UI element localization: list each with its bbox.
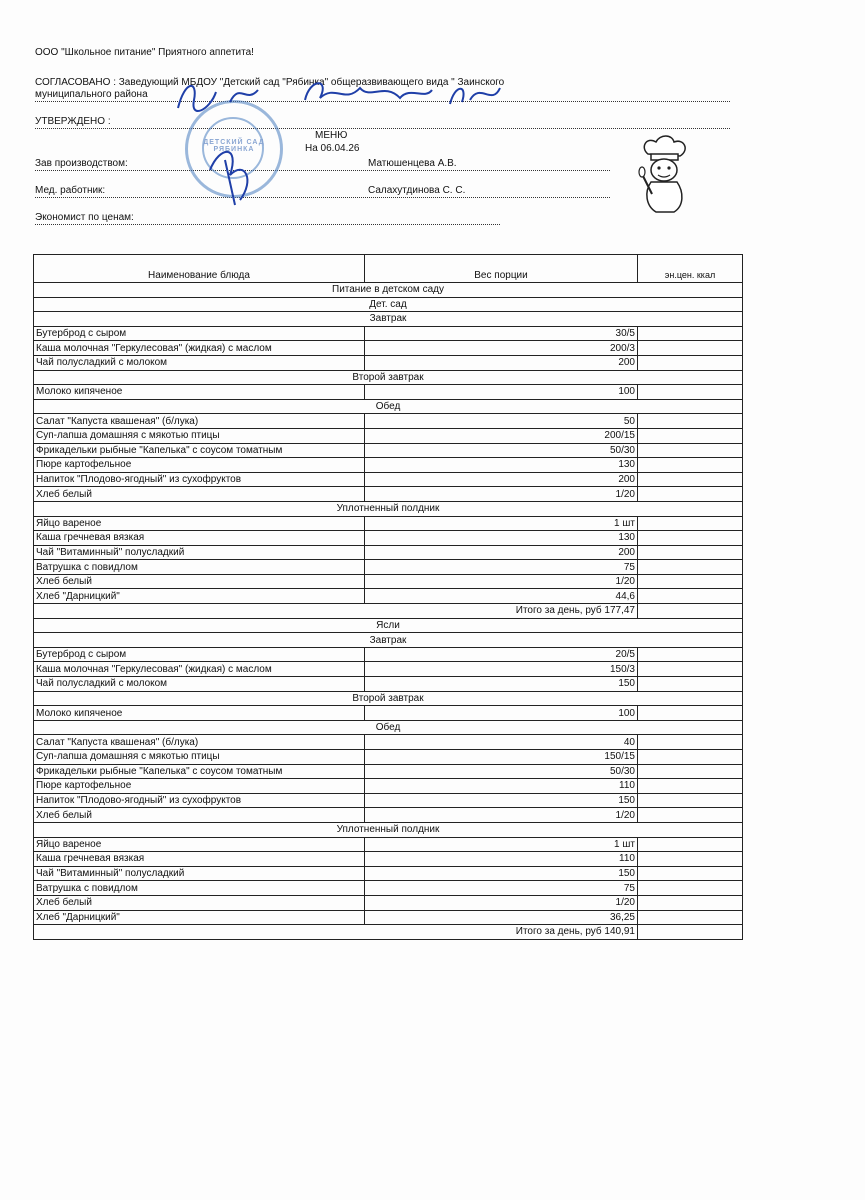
- dish-name: Бутерброд с сыром: [34, 326, 365, 341]
- kcal-value: [638, 428, 743, 443]
- portion-weight: 100: [365, 385, 638, 400]
- dish-name: Хлеб белый: [34, 487, 365, 502]
- dish-name: Хлеб "Дарницкий": [34, 589, 365, 604]
- dish-name: Каша молочная "Геркулесовая" (жидкая) с маслом: [34, 341, 365, 356]
- kcal-value: [638, 341, 743, 356]
- table-row: [34, 837, 743, 852]
- portion-weight: 200: [365, 545, 638, 560]
- table-row: [34, 881, 743, 896]
- table-row: [34, 779, 743, 794]
- portion-weight: 110: [365, 852, 638, 867]
- portion-weight: 1/20: [365, 487, 638, 502]
- dish-name: Чай полусладкий с молоком: [34, 677, 365, 692]
- kcal-value: [638, 793, 743, 808]
- table-row: [34, 531, 743, 546]
- kcal-value: [638, 677, 743, 692]
- table-row: [34, 852, 743, 867]
- dish-name: Хлеб белый: [34, 574, 365, 589]
- dish-name: Чай "Витаминный" полусладкий: [34, 545, 365, 560]
- production-dotted-line: [35, 170, 610, 171]
- dish-name: Каша гречневая вязкая: [34, 852, 365, 867]
- portion-weight: 75: [365, 560, 638, 575]
- approved-label: УТВЕРЖДЕНО :: [35, 116, 111, 127]
- menu-title: МЕНЮ: [315, 130, 348, 141]
- dish-name: Хлеб "Дарницкий": [34, 910, 365, 925]
- kcal-value: [638, 750, 743, 765]
- table-row: [34, 341, 743, 356]
- dish-name: Молоко кипяченое: [34, 385, 365, 400]
- dish-name: Каша гречневая вязкая: [34, 531, 365, 546]
- section-title: Уплотненный полдник: [34, 501, 743, 516]
- section-title: Питание в детском саду: [34, 283, 743, 298]
- total-text: Итого за день, руб 140,91: [34, 925, 638, 940]
- section-row: [34, 633, 743, 648]
- table-row: [34, 326, 743, 341]
- portion-weight: 200: [365, 355, 638, 370]
- col-header-kcal: эн.цен. ккал: [638, 255, 743, 283]
- section-row: [34, 370, 743, 385]
- section-title: Завтрак: [34, 312, 743, 327]
- kcal-value: [638, 545, 743, 560]
- dish-name: Ватрушка с повидлом: [34, 560, 365, 575]
- dish-name: Каша молочная "Геркулесовая" (жидкая) с маслом: [34, 662, 365, 677]
- kcal-value: [638, 531, 743, 546]
- production-name: Матюшенцева А.В.: [368, 158, 457, 169]
- section-title: Обед: [34, 399, 743, 414]
- signature-mark: [170, 70, 510, 120]
- dish-name: Суп-лапша домашняя с мякотью птицы: [34, 750, 365, 765]
- dish-name: Ватрушка с повидлом: [34, 881, 365, 896]
- menu-table: [33, 254, 743, 940]
- table-row: [34, 866, 743, 881]
- col-header-weight: Вес порции: [365, 255, 638, 283]
- kcal-value: [638, 895, 743, 910]
- total-text: Итого за день, руб 177,47: [34, 604, 638, 619]
- dish-name: Хлеб белый: [34, 895, 365, 910]
- section-title: Второй завтрак: [34, 691, 743, 706]
- kcal-value: [638, 487, 743, 502]
- total-kcal-cell: [638, 604, 743, 619]
- kcal-value: [638, 516, 743, 531]
- portion-weight: 150: [365, 866, 638, 881]
- table-row: [34, 706, 743, 721]
- portion-weight: 130: [365, 531, 638, 546]
- dish-name: Напиток "Плодово-ягодный" из сухофруктов: [34, 472, 365, 487]
- table-row: [34, 662, 743, 677]
- table-row: [34, 764, 743, 779]
- table-row: [34, 677, 743, 692]
- dish-name: Напиток "Плодово-ягодный" из сухофруктов: [34, 793, 365, 808]
- portion-weight: 1/20: [365, 808, 638, 823]
- portion-weight: 130: [365, 458, 638, 473]
- agreed-line-1: СОГЛАСОВАНО : Заведующий МБДОУ "Детский сад "Рябинка" общеразвивающего вида " Заинского: [35, 77, 505, 88]
- kcal-value: [638, 764, 743, 779]
- portion-weight: 36,25: [365, 910, 638, 925]
- section-row: [34, 501, 743, 516]
- kcal-value: [638, 910, 743, 925]
- dish-name: Хлеб белый: [34, 808, 365, 823]
- section-row: [34, 312, 743, 327]
- table-row: [34, 487, 743, 502]
- kcal-value: [638, 852, 743, 867]
- kcal-value: [638, 574, 743, 589]
- dish-name: Салат "Капуста квашеная" (б/лука): [34, 735, 365, 750]
- col-header-dish: Наименование блюда: [34, 255, 365, 283]
- kcal-value: [638, 458, 743, 473]
- section-row: [34, 691, 743, 706]
- kcal-value: [638, 472, 743, 487]
- dish-name: Яйцо вареное: [34, 837, 365, 852]
- section-row: [34, 822, 743, 837]
- production-label: Зав производством:: [35, 158, 128, 169]
- section-row: [34, 297, 743, 312]
- kcal-value: [638, 560, 743, 575]
- section-title: Уплотненный полдник: [34, 822, 743, 837]
- approved-dotted-line: [35, 128, 730, 129]
- table-row: [34, 808, 743, 823]
- total-row: [34, 604, 743, 619]
- table-row: [34, 647, 743, 662]
- portion-weight: 150: [365, 677, 638, 692]
- kcal-value: [638, 866, 743, 881]
- table-row: [34, 574, 743, 589]
- dish-name: Чай полусладкий с молоком: [34, 355, 365, 370]
- agreed-line-2: муниципального района: [35, 89, 148, 100]
- dish-name: Яйцо вареное: [34, 516, 365, 531]
- medic-dotted-line: [35, 197, 610, 198]
- portion-weight: 200/15: [365, 428, 638, 443]
- kcal-value: [638, 443, 743, 458]
- table-row: [34, 443, 743, 458]
- table-row: [34, 910, 743, 925]
- portion-weight: 150/15: [365, 750, 638, 765]
- kcal-value: [638, 735, 743, 750]
- table-row: [34, 560, 743, 575]
- table-row: [34, 428, 743, 443]
- org-name: ООО "Школьное питание" Приятного аппетита!: [35, 47, 254, 58]
- section-row: [34, 720, 743, 735]
- kcal-value: [638, 589, 743, 604]
- table-header-row: [34, 255, 743, 283]
- portion-weight: 1 шт: [365, 837, 638, 852]
- section-row: [34, 283, 743, 298]
- dish-name: Суп-лапша домашняя с мякотью птицы: [34, 428, 365, 443]
- total-kcal-cell: [638, 925, 743, 940]
- table-row: [34, 472, 743, 487]
- portion-weight: 200/3: [365, 341, 638, 356]
- kcal-value: [638, 414, 743, 429]
- menu-table-body: [34, 283, 743, 940]
- dish-name: Пюре картофельное: [34, 779, 365, 794]
- section-title: Обед: [34, 720, 743, 735]
- dish-name: Фрикадельки рыбные "Капелька" с соусом томатным: [34, 764, 365, 779]
- dish-name: Бутерброд с сыром: [34, 647, 365, 662]
- table-row: [34, 750, 743, 765]
- table-row: [34, 545, 743, 560]
- kcal-value: [638, 837, 743, 852]
- portion-weight: 1/20: [365, 574, 638, 589]
- table-row: [34, 458, 743, 473]
- medic-label: Мед. работник:: [35, 185, 106, 196]
- chef-mascot-icon: [636, 134, 692, 216]
- section-row: [34, 399, 743, 414]
- table-row: [34, 895, 743, 910]
- portion-weight: 40: [365, 735, 638, 750]
- table-row: [34, 414, 743, 429]
- portion-weight: 1/20: [365, 895, 638, 910]
- portion-weight: 100: [365, 706, 638, 721]
- economist-label: Экономист по ценам:: [35, 212, 134, 223]
- section-row: [34, 618, 743, 633]
- dish-name: Молоко кипяченое: [34, 706, 365, 721]
- portion-weight: 50/30: [365, 764, 638, 779]
- kcal-value: [638, 706, 743, 721]
- kcal-value: [638, 779, 743, 794]
- portion-weight: 150/3: [365, 662, 638, 677]
- portion-weight: 44,6: [365, 589, 638, 604]
- portion-weight: 1 шт: [365, 516, 638, 531]
- medic-name: Салахутдинова С. С.: [368, 185, 466, 196]
- dish-name: Пюре картофельное: [34, 458, 365, 473]
- section-title: Завтрак: [34, 633, 743, 648]
- kcal-value: [638, 385, 743, 400]
- kcal-value: [638, 881, 743, 896]
- section-title: Дет. сад: [34, 297, 743, 312]
- section-title: Ясли: [34, 618, 743, 633]
- menu-date: На 06.04.26: [305, 143, 360, 154]
- stamp-text: ДЕТСКИЙ САД РЯБИНКА: [203, 139, 265, 153]
- portion-weight: 30/5: [365, 326, 638, 341]
- section-title: Второй завтрак: [34, 370, 743, 385]
- kcal-value: [638, 647, 743, 662]
- portion-weight: 50: [365, 414, 638, 429]
- portion-weight: 20/5: [365, 647, 638, 662]
- table-row: [34, 355, 743, 370]
- kcal-value: [638, 326, 743, 341]
- portion-weight: 50/30: [365, 443, 638, 458]
- signature-scribble: [200, 140, 270, 210]
- table-row: [34, 793, 743, 808]
- portion-weight: 200: [365, 472, 638, 487]
- kcal-value: [638, 662, 743, 677]
- kcal-value: [638, 808, 743, 823]
- portion-weight: 75: [365, 881, 638, 896]
- total-row: [34, 925, 743, 940]
- portion-weight: 110: [365, 779, 638, 794]
- dish-name: Чай "Витаминный" полусладкий: [34, 866, 365, 881]
- table-row: [34, 385, 743, 400]
- dish-name: Салат "Капуста квашеная" (б/лука): [34, 414, 365, 429]
- table-row: [34, 735, 743, 750]
- kcal-value: [638, 355, 743, 370]
- portion-weight: 150: [365, 793, 638, 808]
- economist-dotted-line: [35, 224, 500, 225]
- table-row: [34, 516, 743, 531]
- table-row: [34, 589, 743, 604]
- dish-name: Фрикадельки рыбные "Капелька" с соусом томатным: [34, 443, 365, 458]
